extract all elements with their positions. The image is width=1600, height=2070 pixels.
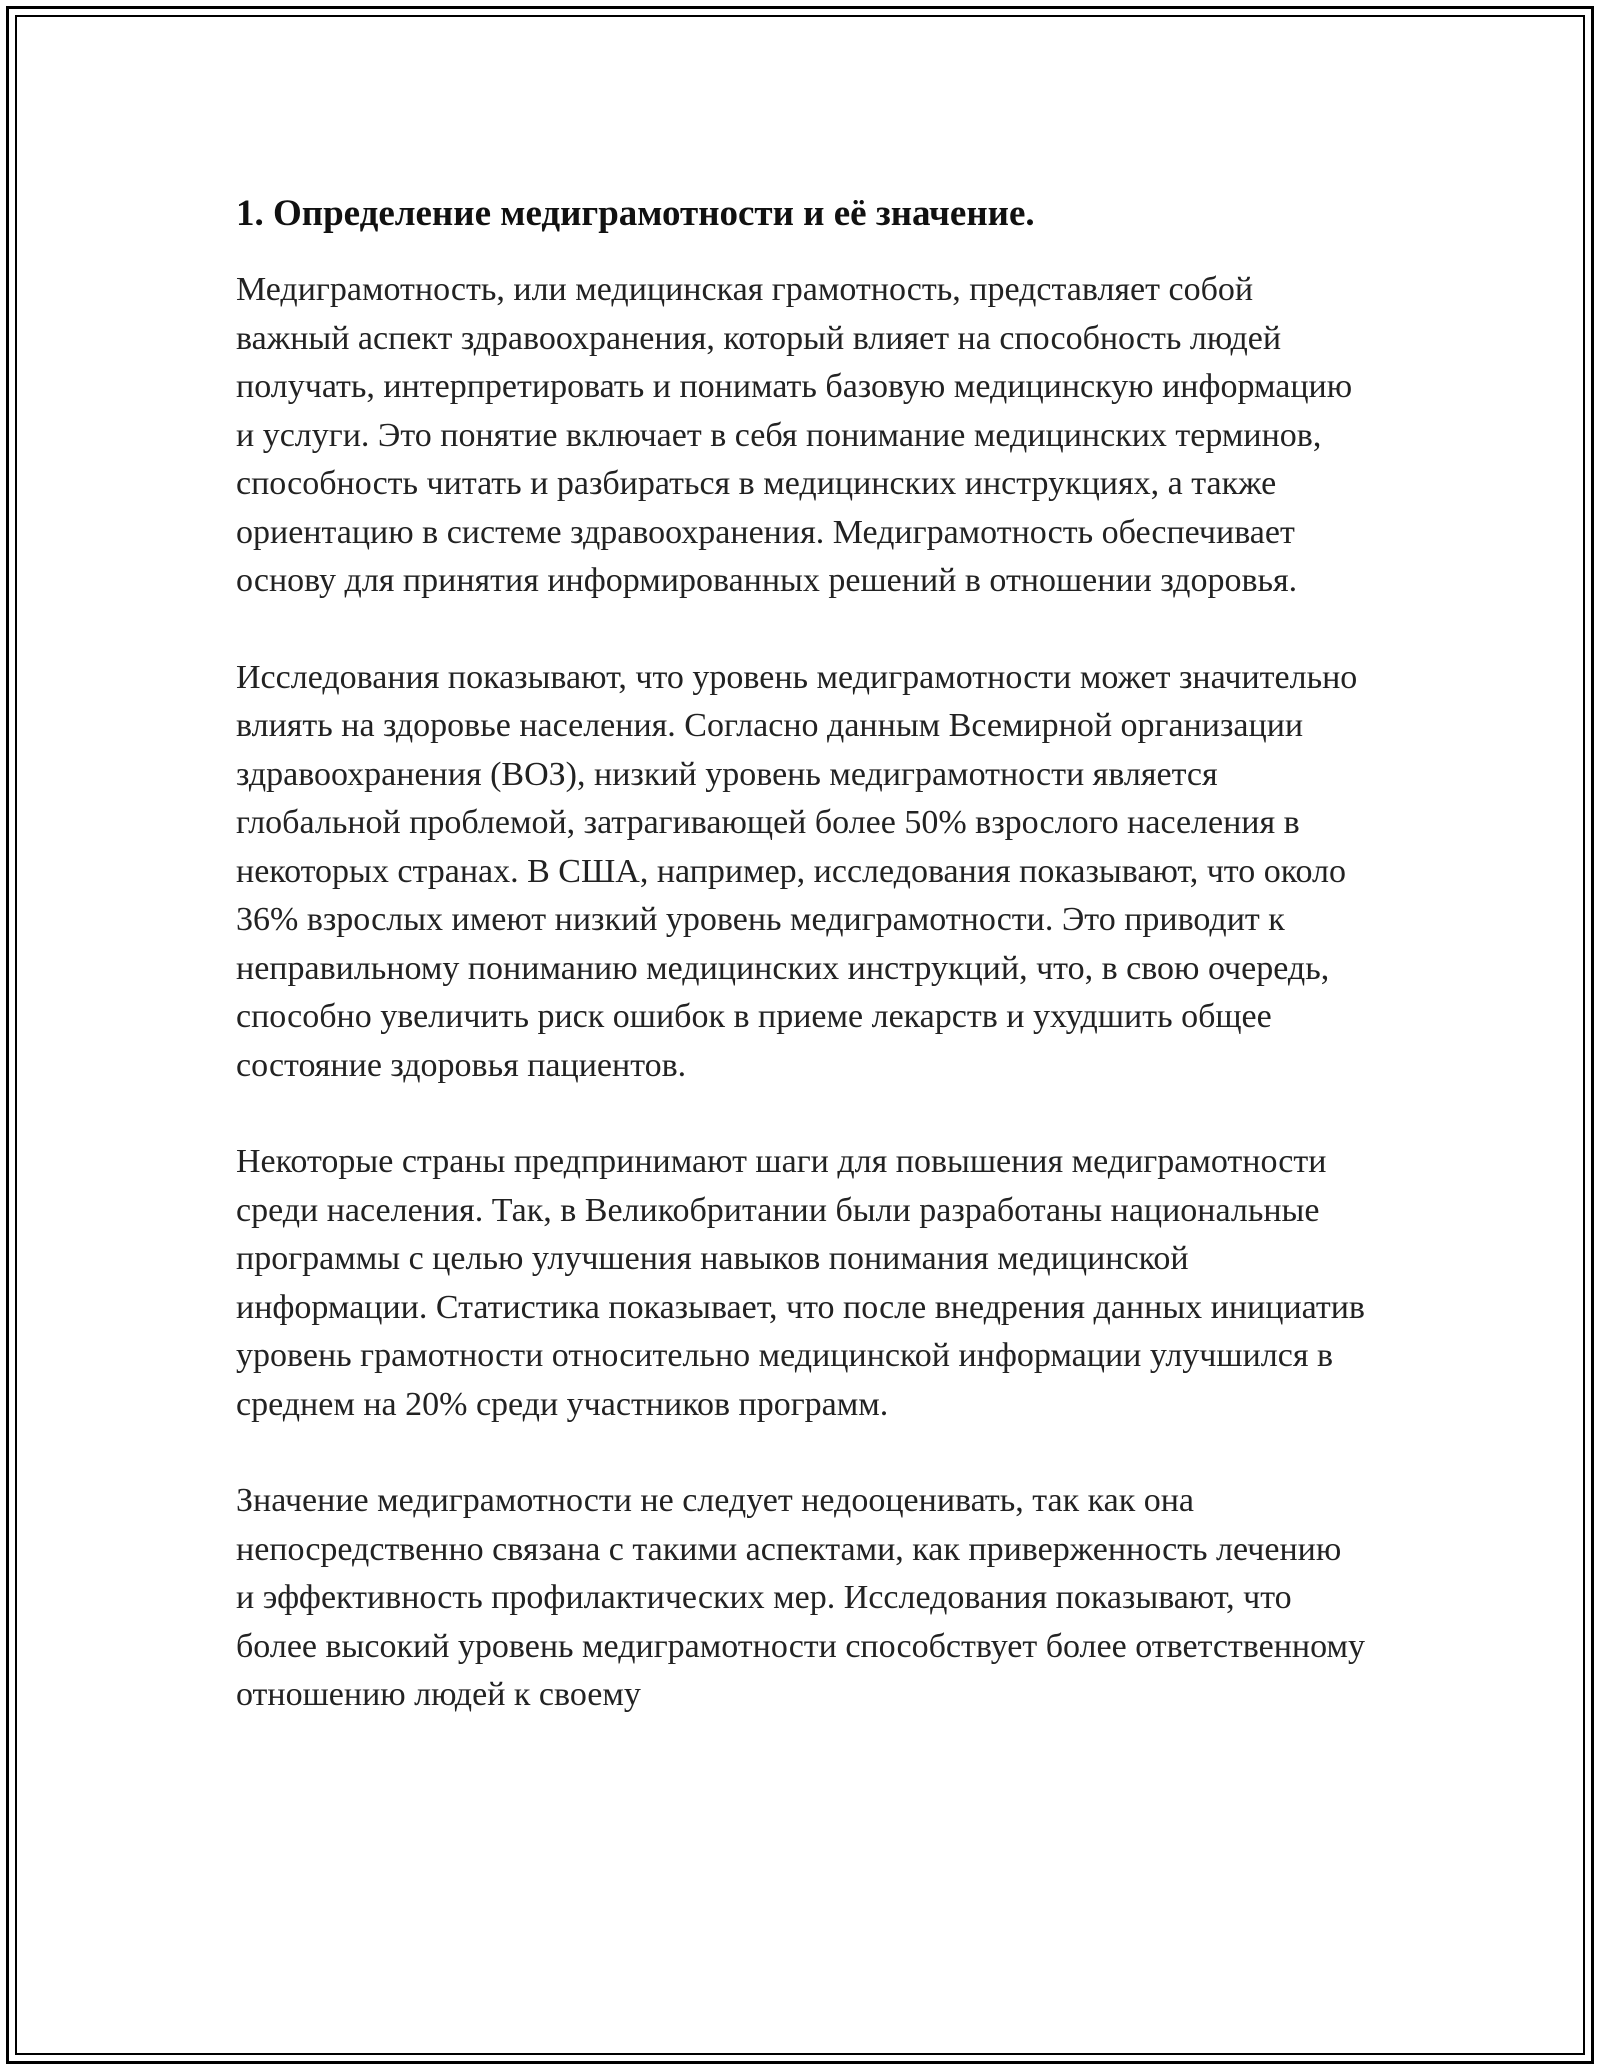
document-page xyxy=(236,188,1366,1768)
paragraph-4: Значение медиграмотности не следует недооценивать, так как она непосредственно связана с такими аспектами, как приверженность лечению и эффективность профилактических мер. Исследования показывают, что более высокий уровень медиграмотности способствует более ответственному отношению людей к своему xyxy=(236,1482,1365,1713)
section-heading: 1. Определение медиграмотности и её значение. xyxy=(236,193,1035,234)
paragraph-2: Исследования показывают, что уровень медиграмотности может значительно влиять на здоровье населения. Согласно данным Всемирной организации здравоохранения (ВОЗ), низкий уровень медиграмотности является глобальной проблемой, затрагивающей более 50% взрослого населения в некоторых странах. В США, например, исследования показывают, что около 36% взрослых имеют низкий уровень медиграмотности. Это приводит к неправильному пониманию медицинских инструкций, что, в свою очередь, способно увеличить риск ошибок в приеме лекарств и ухудшить общее состояние здоровья пациентов. xyxy=(236,658,1358,1084)
paragraph-1: Медиграмотность, или медицинская грамотность, представляет собой важный аспект здравоохранения, который влияет на способность людей получать, интерпретировать и понимать базовую медицинскую информацию и услуги. Это понятие включает в себя понимание медицинских терминов, способность читать и разбираться в медицинских инструкциях, а также ориентацию в системе здравоохранения. Медиграмотность обеспечивает основу для принятия информированных решений в отношении здоровья. xyxy=(236,271,1353,599)
paragraph-3: Некоторые страны предпринимают шаги для повышения медиграмотности среди населения. Так, в Великобритании были разработаны национальные программы с целью улучшения навыков понимания медицинской информации. Статистика показывает, что после внедрения данных инициатив уровень грамотности относительно медицинской информации улучшился в среднем на 20% среди участников программ. xyxy=(236,1143,1365,1423)
